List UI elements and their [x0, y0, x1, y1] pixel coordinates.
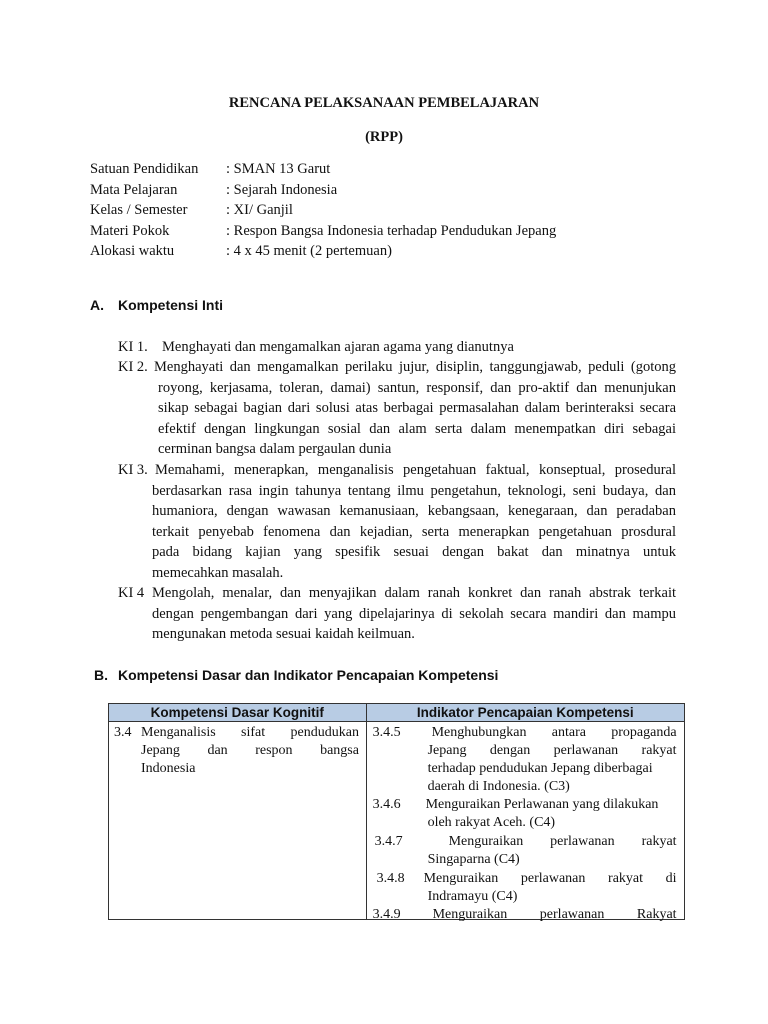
info-value: : Sejarah Indonesia	[226, 181, 338, 198]
indicator-word: propaganda	[611, 725, 677, 740]
ki2-line: royong, kerjasama, toleran, damai) santun, responsif, dan pro-aktif dan menunjukan	[158, 379, 676, 396]
info-label: Materi Pokok	[90, 222, 170, 239]
kd-word: sifat	[241, 725, 266, 740]
indicator-line: terhadap pendudukan Jepang diberbagai	[427, 761, 653, 776]
section-b-heading: Kompetensi Dasar dan Indikator Pencapaian Kompetensi	[118, 667, 499, 683]
table-header-indicator: Indikator Pencapaian Kompetensi	[366, 704, 684, 722]
ki4-line: mengunakan metoda sesuai kaidah keilmuan.	[152, 626, 415, 642]
ki4-number: KI 4	[118, 585, 145, 601]
table-header-kd: Kompetensi Dasar Kognitif	[109, 704, 367, 722]
ki1-number: KI 1.	[118, 339, 148, 355]
ki2-line: efektif dengan lingkungan sosial dan alam serta dalam menempatkan diri sebagai	[158, 420, 676, 437]
indicator-word: di	[665, 871, 677, 886]
indicator-word: rakyat	[608, 871, 644, 886]
indicator-word: rakyat	[641, 743, 677, 758]
info-value: : 4 x 45 menit (2 pertemuan)	[226, 243, 392, 259]
ki2-line: Menghayati dan mengamalkan perilaku jujur, disiplin, tanggungjawab, peduli (gotong	[154, 359, 676, 375]
info-label: Mata Pelajaran	[90, 181, 178, 198]
ki3-line: berdasarkan rasa ingin tahunya tentang ilmu pengetahun, teknologi, seni budaya, dan	[152, 482, 676, 499]
ki2-line: sikap sebagai bagian dari solusi atas berbagai permasalahan dalam berinteraksi secara	[158, 400, 676, 416]
kd-line: Indonesia	[141, 761, 196, 776]
indicator-word: rakyat	[641, 834, 677, 849]
indicator-number: 3.4.8	[376, 871, 405, 886]
info-value: : Respon Bangsa Indonesia terhadap Pendudukan Jepang	[226, 222, 557, 239]
kd-line	[141, 742, 359, 760]
kd-number: 3.4	[114, 725, 132, 740]
indicator-word: Menguraikan	[423, 871, 499, 886]
section-b-letter: B.	[94, 667, 108, 683]
ki3-line: pada bidang kajian yang spesifik sesuai dengan bakat dan minatnya untuk	[152, 544, 676, 560]
ki3-number: KI 3.	[118, 462, 148, 478]
ki3-line: humaniora, dengan wawasan kemanusiaan, kebangsaan, kenegaraan, dan peradaban	[152, 503, 676, 519]
kd-word: Jepang	[141, 743, 180, 758]
info-label: Kelas / Semester	[90, 202, 188, 218]
indicator-word: perlawanan	[520, 871, 586, 886]
info-label: Satuan Pendidikan	[90, 161, 199, 177]
indicator-word: Rakyat	[636, 907, 677, 922]
indicator-word: Menghubungkan	[431, 725, 527, 740]
indicator-word: perlawanan	[553, 743, 619, 758]
info-value: : SMAN 13 Garut	[226, 161, 331, 177]
kd-word: Menganalisis	[141, 725, 216, 740]
document-title: RENCANA PELAKSANAAN PEMBELAJARAN	[228, 95, 540, 111]
indicator-word: perlawanan	[539, 907, 605, 922]
ki1-text: Menghayati dan mengamalkan ajaran agama yang dianutnya	[162, 339, 514, 355]
indicator-line: oleh rakyat Aceh. (C4)	[427, 815, 556, 830]
ki3-line: Memahami, menerapkan, menganalisis pengetahuan faktual, konseptual, prosedural	[155, 462, 676, 478]
indicator-line	[428, 742, 677, 760]
indicator-line: Singaparna (C4)	[427, 852, 520, 867]
indicator-word: antara	[551, 725, 586, 740]
indicator-word: perlawanan	[550, 834, 615, 849]
indicator-line	[424, 870, 677, 888]
competency-table	[108, 703, 685, 920]
indicator-line	[449, 833, 677, 851]
indicator-number: 3.4.7	[374, 834, 403, 849]
kd-line	[141, 724, 359, 742]
table-header-row	[109, 704, 685, 722]
section-a-heading: Kompetensi Inti	[118, 297, 224, 313]
document-subtitle: (RPP)	[365, 129, 403, 145]
kd-word: respon	[255, 743, 293, 758]
ki2-number: KI 2.	[118, 359, 148, 375]
indicator-number: 3.4.5	[372, 725, 401, 740]
ki4-line: Mengolah, menalar, dan menyajikan dalam ranah konkret dan ranah abstrak terkait	[152, 585, 676, 601]
indicator-number: 3.4.6	[372, 797, 401, 812]
indicator-word: dengan	[489, 743, 531, 758]
indicator-word: Menguraikan	[432, 907, 508, 922]
ki3-line: terkait penyebab fenomena dan kejadian, serta menerapkan pengetahuan prosdural	[152, 523, 676, 540]
kd-word: pendudukan	[290, 725, 359, 740]
info-label: Alokasi waktu	[90, 243, 175, 259]
table-row	[109, 722, 685, 920]
kd-word: bangsa	[320, 743, 359, 758]
ki4-line: dengan pengembangan dari yang dipelajarinya di sekolah secara mandiri dan mampu	[152, 605, 676, 622]
ki2-line: cerminan bangsa dalam pergaulan dunia	[158, 441, 392, 457]
indicator-word: Menguraikan	[448, 834, 524, 849]
kd-word: dan	[207, 743, 228, 758]
section-a-letter: A.	[90, 297, 104, 313]
indicator-word: Jepang	[427, 743, 467, 758]
indicator-number: 3.4.9	[372, 907, 401, 922]
kd-cell	[109, 722, 367, 920]
info-value: : XI/ Ganjil	[226, 202, 293, 218]
indicator-line: Indramayu (C4)	[427, 889, 518, 904]
ki3-line: memecahkan masalah.	[152, 564, 284, 581]
indicator-line: Menguraikan Perlawanan yang dilakukan	[425, 797, 659, 812]
indicator-cell	[366, 722, 684, 920]
indicator-line: daerah di Indonesia. (C3)	[427, 779, 570, 794]
indicator-line	[433, 906, 677, 924]
indicator-line	[432, 724, 677, 742]
